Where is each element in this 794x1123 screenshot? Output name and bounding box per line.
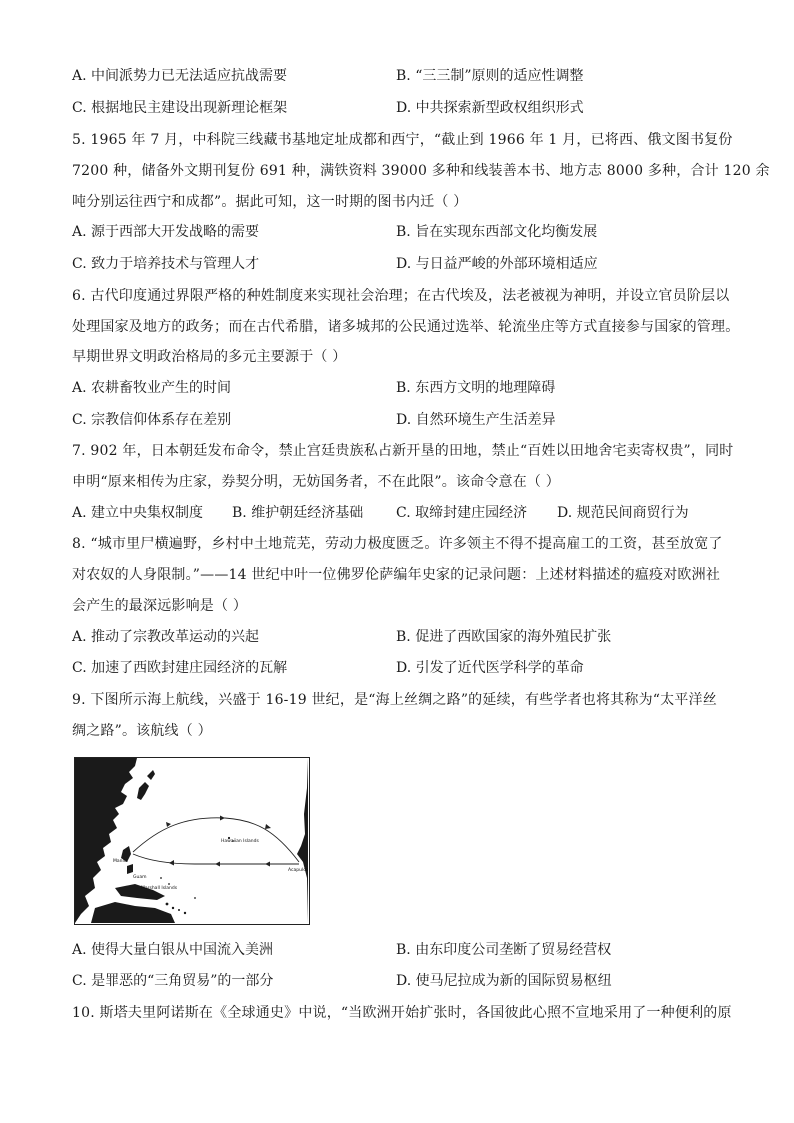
- route-eastbound: [133, 818, 299, 862]
- q5-stem-line-2: 7200 种，储备外文期刊复份 691 种，满铁资料 39000 多种和线装善本书、地方志 8000 多种，合计 120 余: [72, 163, 770, 179]
- q8-option-d[interactable]: D. 引发了近代医学科学的革命: [396, 660, 584, 676]
- q9-option-a[interactable]: A. 使得大量白银从中国流入美洲: [72, 942, 274, 958]
- q10-stem-line-1: 10. 斯塔夫里阿诺斯在《全球通史》中说，“当欧洲开始扩张时，各国彼此心照不宣地采用了一种便利的原: [72, 1005, 732, 1021]
- q8-option-b[interactable]: B. 促进了西欧国家的海外殖民扩张: [396, 629, 612, 645]
- japan-islands: [137, 770, 155, 800]
- route-westbound: [133, 854, 299, 864]
- q8-stem-line-2: 对农奴的人身限制。”——14 世纪中叶一位佛罗伦萨编年史家的记录问题：上述材料描述的瘟疫对欧洲社: [72, 567, 721, 583]
- q5-stem-line-3: 吨分别运往西宁和成都”。据此可知，这一时期的图书内迁（ ）: [72, 194, 468, 210]
- pacific-map-drawing: [75, 758, 308, 923]
- q5-option-d[interactable]: D. 与日益严峻的外部环境相适应: [396, 256, 598, 272]
- q7-stem-line-2: 申明“原来相传为庄家，券契分明，无妨国务者，不在此限”。该命令意在（ ）: [72, 474, 560, 490]
- q8-option-c[interactable]: C. 加速了西欧封建庄园经济的瓦解: [72, 660, 288, 676]
- q9-option-d[interactable]: D. 使马尼拉成为新的国际贸易枢纽: [396, 973, 612, 989]
- q9-stem-line-2: 绸之路”。该航线（ ）: [72, 723, 212, 739]
- pacific-route-map: [74, 757, 310, 925]
- q6-stem-line-2: 处理国家及地方的政务；而在古代希腊，诸多城邦的公民通过选举、轮流坐庄等方式直接参与国家的管理。: [72, 319, 740, 335]
- q5-option-b[interactable]: B. 旨在实现东西部文化均衡发展: [396, 224, 598, 240]
- q8-option-a[interactable]: A. 推动了宗教改革运动的兴起: [72, 629, 260, 645]
- q7-stem-line-1: 7. 902 年，日本朝廷发布命令，禁止宫廷贵族私占新开垦的田地，禁止“百姓以田地舍宅卖寄权贵”，同时: [72, 443, 734, 459]
- q5-stem-line-1: 5. 1965 年 7 月，中科院三线藏书基地定址成都和西宁，“截止到 1966 年 1 月，已将西、俄文图书复份: [72, 132, 733, 148]
- q4-option-a[interactable]: A. 中间派势力已无法适应抗战需要: [72, 68, 288, 84]
- australia-landmass: [91, 902, 175, 923]
- q7-option-a[interactable]: A. 建立中央集权制度: [72, 505, 204, 521]
- america-coastline: [297, 758, 308, 923]
- pacific-islands: [160, 837, 234, 914]
- q5-option-c[interactable]: C. 致力于培养技术与管理人才: [72, 256, 260, 272]
- q4-option-c[interactable]: C. 根据地民主建设出现新理论框架: [72, 100, 288, 116]
- q8-stem-line-3: 会产生的最深远影响是（ ）: [72, 598, 248, 614]
- asia-landmass: [75, 758, 137, 923]
- q7-option-d[interactable]: D. 规范民间商贸行为: [557, 505, 689, 521]
- map-label-marshall: Marshall Islands: [141, 886, 178, 891]
- map-label-guam: Guam: [133, 875, 147, 880]
- q9-option-c[interactable]: C. 是罪恶的“三角贸易”的一部分: [72, 973, 274, 989]
- q6-option-c[interactable]: C. 宗教信仰体系存在差别: [72, 412, 232, 428]
- q5-option-a[interactable]: A. 源于西部大开发战略的需要: [72, 224, 260, 240]
- q6-option-d[interactable]: D. 自然环境生产生活差异: [396, 412, 556, 428]
- q4-option-b[interactable]: B. “三三制”原则的适应性调整: [396, 68, 584, 84]
- q6-option-a[interactable]: A. 农耕畜牧业产生的时间: [72, 380, 232, 396]
- q6-option-b[interactable]: B. 东西方文明的地理障碍: [396, 380, 556, 396]
- q4-option-d[interactable]: D. 中共探索新型政权组织形式: [396, 100, 584, 116]
- q9-stem-line-1: 9. 下图所示海上航线，兴盛于 16-19 世纪，是“海上丝绸之路”的延续，有些学者也将其称为“太平洋丝: [72, 692, 717, 708]
- q6-stem-line-1: 6. 古代印度通过界限严格的种姓制度来实现社会治理；在古代埃及，法老被视为神明，并设立官员阶层以: [72, 288, 730, 304]
- map-label-manila: Manila: [113, 859, 128, 864]
- q6-stem-line-3: 早期世界文明政治格局的多元主要源于（ ）: [72, 349, 347, 365]
- q9-option-b[interactable]: B. 由东印度公司垄断了贸易经营权: [396, 942, 612, 958]
- q7-option-b[interactable]: B. 维护朝廷经济基础: [232, 505, 364, 521]
- q7-option-c[interactable]: C. 取缔封建庄园经济: [396, 505, 528, 521]
- map-label-hawaii: Hawaiian Islands: [221, 839, 259, 844]
- q8-stem-line-1: 8. “城市里尸横遍野，乡村中土地荒芜，劳动力极度匮乏。许多领主不得不提高雇工的工资，甚至放宽了: [72, 536, 723, 552]
- map-label-acapulco: Acapulco: [288, 868, 308, 873]
